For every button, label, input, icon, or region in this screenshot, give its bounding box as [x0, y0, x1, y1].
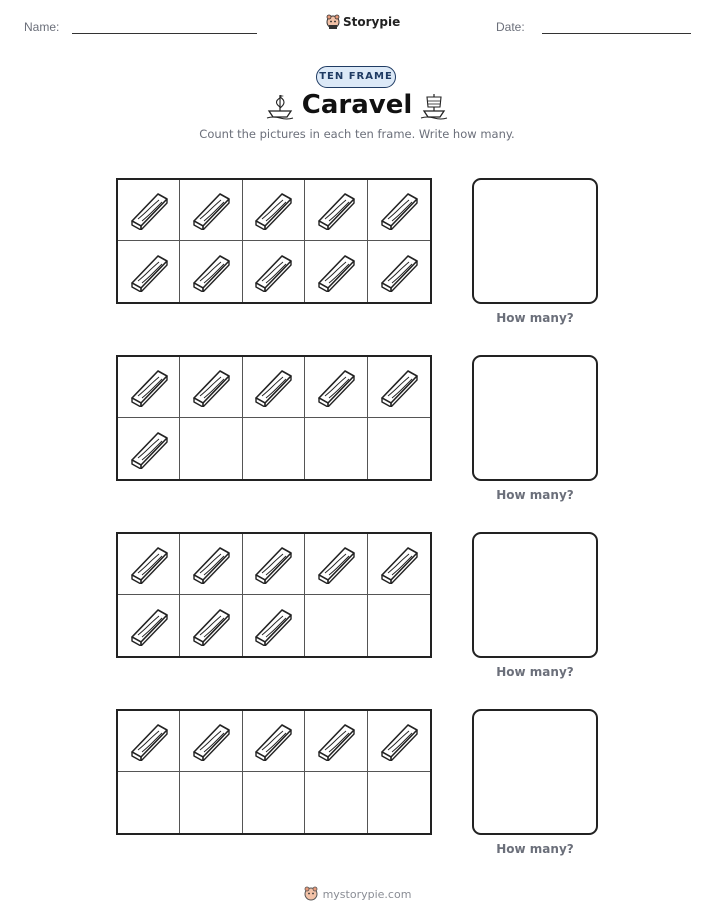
ten-frame-cell — [180, 772, 242, 833]
ten-frame-cell — [118, 595, 180, 656]
wooden-plank-icon — [379, 544, 419, 584]
ten-frame — [116, 709, 432, 835]
answer-box[interactable] — [472, 532, 598, 658]
wooden-plank-icon — [129, 252, 169, 292]
ten-frame — [116, 178, 432, 304]
ten-frame-cell — [243, 534, 305, 595]
ten-frame-cell — [305, 357, 367, 418]
wooden-plank-icon — [379, 252, 419, 292]
page-title: Caravel — [301, 90, 413, 120]
ten-frame-cell — [243, 241, 305, 302]
wooden-plank-icon — [316, 721, 356, 761]
storypie-mascot-icon — [326, 14, 340, 30]
wooden-plank-icon — [129, 190, 169, 230]
brand-name: Storypie — [343, 15, 401, 29]
ten-frame-cell — [180, 241, 242, 302]
ten-frame-cell — [118, 180, 180, 241]
ten-frame-cell — [180, 357, 242, 418]
storypie-logo — [326, 14, 400, 30]
wooden-plank-icon — [379, 190, 419, 230]
ten-frame-cell — [243, 711, 305, 772]
date-line[interactable] — [542, 33, 691, 34]
ten-frame-cell — [305, 241, 367, 302]
ten-frame-cell — [305, 772, 367, 833]
wooden-plank-icon — [253, 252, 293, 292]
wooden-plank-icon — [191, 190, 231, 230]
ten-frame-cell — [368, 595, 430, 656]
wooden-plank-icon — [253, 190, 293, 230]
wooden-plank-icon — [129, 367, 169, 407]
ten-frame — [116, 355, 432, 481]
ten-frame-cell — [243, 772, 305, 833]
wooden-plank-icon — [129, 721, 169, 761]
how-many-label: How many? — [496, 665, 574, 679]
name-label: Name: — [24, 20, 60, 34]
wooden-plank-icon — [129, 606, 169, 646]
date-label: Date: — [496, 20, 525, 34]
wooden-plank-icon — [379, 721, 419, 761]
wooden-plank-icon — [379, 367, 419, 407]
ten-frame-cell — [368, 180, 430, 241]
ten-frame-cell — [180, 595, 242, 656]
ten-frame-cell — [180, 711, 242, 772]
wooden-plank-icon — [191, 252, 231, 292]
ten-frame-cell — [305, 180, 367, 241]
ten-frame-cell — [243, 180, 305, 241]
wooden-plank-icon — [191, 721, 231, 761]
ten-frame-cell — [305, 595, 367, 656]
how-many-label: How many? — [496, 488, 574, 502]
wooden-plank-icon — [316, 190, 356, 230]
ten-frame-cell — [368, 534, 430, 595]
ten-frame-cell — [368, 418, 430, 479]
ten-frame-cell — [118, 772, 180, 833]
ten-frame-cell — [368, 772, 430, 833]
wooden-plank-icon — [191, 606, 231, 646]
how-many-label: How many? — [496, 311, 574, 325]
ten-frame-cell — [305, 418, 367, 479]
ten-frame-cell — [118, 357, 180, 418]
ten-frame-cell — [180, 418, 242, 479]
ten-frame-cell — [118, 418, 180, 479]
ten-frame-cell — [243, 357, 305, 418]
storypie-mascot-icon — [303, 886, 319, 902]
answer-box[interactable] — [472, 355, 598, 481]
ten-frame-badge: TEN FRAME — [316, 66, 396, 88]
footer-url[interactable]: mystorypie.com — [322, 887, 412, 901]
wooden-plank-icon — [253, 721, 293, 761]
ten-frame-cell — [368, 241, 430, 302]
wooden-plank-icon — [129, 429, 169, 469]
how-many-label: How many? — [496, 842, 574, 856]
ten-frame-cell — [243, 418, 305, 479]
wooden-plank-icon — [316, 544, 356, 584]
ten-frame-cell — [305, 534, 367, 595]
ten-frame-cell — [243, 595, 305, 656]
wooden-plank-icon — [253, 367, 293, 407]
instructions: Count the pictures in each ten frame. Write how many. — [199, 127, 515, 141]
ten-frame-cell — [305, 711, 367, 772]
wooden-plank-icon — [253, 606, 293, 646]
ten-frame — [116, 532, 432, 658]
ten-frame-cell — [368, 711, 430, 772]
answer-box[interactable] — [472, 709, 598, 835]
wooden-plank-icon — [129, 544, 169, 584]
footer — [0, 886, 714, 902]
ten-frame-cell — [368, 357, 430, 418]
wooden-plank-icon — [191, 367, 231, 407]
ten-frame-cell — [180, 534, 242, 595]
ten-frame-cell — [180, 180, 242, 241]
ten-frame-cell — [118, 241, 180, 302]
caravel-ship-icon — [420, 92, 448, 120]
wooden-plank-icon — [253, 544, 293, 584]
wooden-plank-icon — [191, 544, 231, 584]
name-line[interactable] — [72, 33, 257, 34]
ten-frame-cell — [118, 534, 180, 595]
answer-box[interactable] — [472, 178, 598, 304]
wooden-plank-icon — [316, 367, 356, 407]
wooden-plank-icon — [316, 252, 356, 292]
ten-frame-cell — [118, 711, 180, 772]
